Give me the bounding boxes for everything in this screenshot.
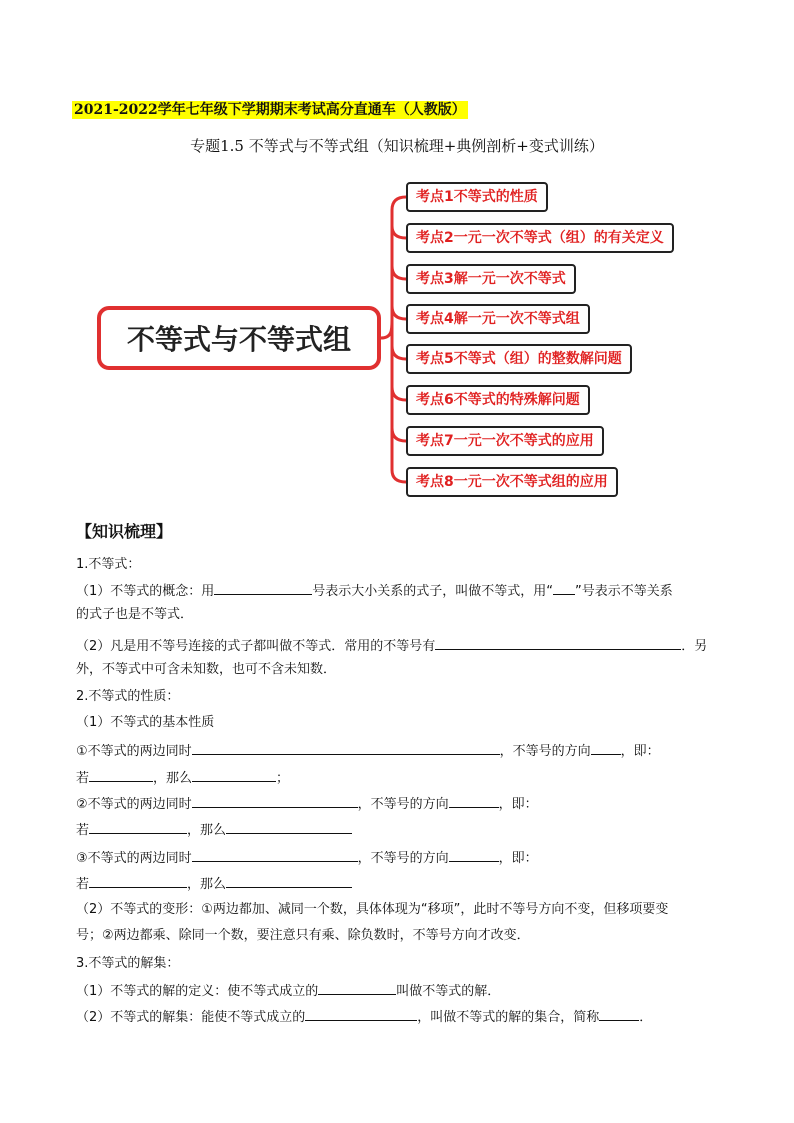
text: ，即： bbox=[498, 851, 538, 866]
text: （2）不等式的解集：能使不等式成立的 bbox=[76, 1010, 306, 1025]
text: （1）不等式的概念：用 bbox=[76, 584, 215, 599]
fill-blank[interactable] bbox=[318, 981, 396, 995]
property-1-formula bbox=[76, 768, 289, 788]
fill-blank[interactable] bbox=[192, 741, 500, 755]
text: ． bbox=[639, 1010, 653, 1025]
fill-blank[interactable] bbox=[192, 794, 358, 808]
text: ，不等号的方向 bbox=[499, 744, 591, 759]
property-1 bbox=[76, 741, 660, 761]
fill-blank[interactable] bbox=[214, 581, 312, 595]
text: ，即： bbox=[620, 744, 660, 759]
fill-blank[interactable] bbox=[226, 874, 352, 888]
paragraph-1-2-cont: 外，不等式中可含未知数，也可不含未知数． bbox=[76, 662, 337, 677]
fill-blank[interactable] bbox=[553, 581, 575, 595]
text: 若 bbox=[76, 771, 90, 786]
mindmap-center: 不等式与不等式组 bbox=[97, 306, 381, 370]
section-3-title: 3.不等式的解集： bbox=[76, 956, 180, 971]
mindmap-node-8: 考点8一元一次不等式组的应用 bbox=[406, 467, 618, 497]
text: 号表示大小关系的式子，叫做不等式，用“ bbox=[312, 584, 554, 599]
fill-blank[interactable] bbox=[449, 848, 499, 862]
text: ，不等号的方向 bbox=[357, 851, 449, 866]
mindmap-node-6: 考点6不等式的特殊解问题 bbox=[406, 385, 590, 415]
mindmap-node-3: 考点3解一元一次不等式 bbox=[406, 264, 576, 294]
paragraph-3-1 bbox=[76, 981, 500, 1001]
text: ”号表示不等关系 bbox=[575, 584, 673, 599]
section-2-title: 2.不等式的性质： bbox=[76, 689, 180, 704]
fill-blank[interactable] bbox=[435, 636, 681, 650]
text: 叫做不等式的解． bbox=[396, 984, 501, 999]
text: ，那么 bbox=[187, 877, 227, 892]
paragraph-1-1 bbox=[76, 581, 673, 601]
paragraph-3-2 bbox=[76, 1007, 652, 1027]
paragraph-2-2: （2）不等式的变形：①两边都加、减同一个数，具体体现为“移项”，此时不等号方向不变，但移项要变 bbox=[76, 902, 669, 917]
text: ．另 bbox=[681, 639, 708, 654]
section-2-sub: （1）不等式的基本性质 bbox=[76, 715, 215, 730]
document-subtitle: 专题1.5 不等式与不等式组（知识梳理+典例剖析+变式训练） bbox=[190, 137, 604, 155]
fill-blank[interactable] bbox=[305, 1007, 417, 1021]
fill-blank[interactable] bbox=[192, 768, 276, 782]
fill-blank[interactable] bbox=[89, 874, 187, 888]
fill-blank[interactable] bbox=[449, 794, 499, 808]
mindmap-node-4: 考点4解一元一次不等式组 bbox=[406, 304, 590, 334]
text: ，那么 bbox=[187, 823, 227, 838]
text: 若 bbox=[76, 877, 90, 892]
fill-blank[interactable] bbox=[89, 768, 153, 782]
mindmap-node-1: 考点1不等式的性质 bbox=[406, 182, 548, 212]
text: 若 bbox=[76, 823, 90, 838]
property-3-formula bbox=[76, 874, 352, 894]
text: ，不等号的方向 bbox=[357, 797, 449, 812]
text: ②不等式的两边同时 bbox=[76, 797, 192, 812]
text: ； bbox=[276, 771, 290, 786]
text: ，叫做不等式的解的集合，简称 bbox=[417, 1010, 600, 1025]
text: ①不等式的两边同时 bbox=[76, 744, 192, 759]
fill-blank[interactable] bbox=[591, 741, 621, 755]
text: ③不等式的两边同时 bbox=[76, 851, 192, 866]
section-heading-knowledge: 【知识梳理】 bbox=[76, 522, 173, 541]
paragraph-1-2 bbox=[76, 636, 707, 656]
property-2 bbox=[76, 794, 538, 814]
property-2-formula bbox=[76, 820, 352, 840]
section-1-title: 1.不等式： bbox=[76, 557, 141, 572]
paragraph-2-2-cont: 号；②两边都乘、除同一个数，要注意只有乘、除负数时，不等号方向才改变． bbox=[76, 928, 530, 943]
property-3 bbox=[76, 848, 538, 868]
text: ，即： bbox=[498, 797, 538, 812]
fill-blank[interactable] bbox=[226, 820, 352, 834]
fill-blank[interactable] bbox=[89, 820, 187, 834]
mindmap-node-5: 考点5不等式（组）的整数解问题 bbox=[406, 344, 632, 374]
mindmap-node-7: 考点7一元一次不等式的应用 bbox=[406, 426, 604, 456]
mindmap-node-2: 考点2一元一次不等式（组）的有关定义 bbox=[406, 223, 674, 253]
text: ，那么 bbox=[153, 771, 193, 786]
paragraph-1-1-cont: 的式子也是不等式． bbox=[76, 607, 194, 622]
text: （1）不等式的解的定义：使不等式成立的 bbox=[76, 984, 319, 999]
document-series-title: 2021-2022学年七年级下学期期末考试高分直通车（人教版） bbox=[74, 102, 466, 118]
text: （2）凡是用不等号连接的式子都叫做不等式．常用的不等号有 bbox=[76, 639, 436, 654]
fill-blank[interactable] bbox=[599, 1007, 639, 1021]
fill-blank[interactable] bbox=[192, 848, 358, 862]
